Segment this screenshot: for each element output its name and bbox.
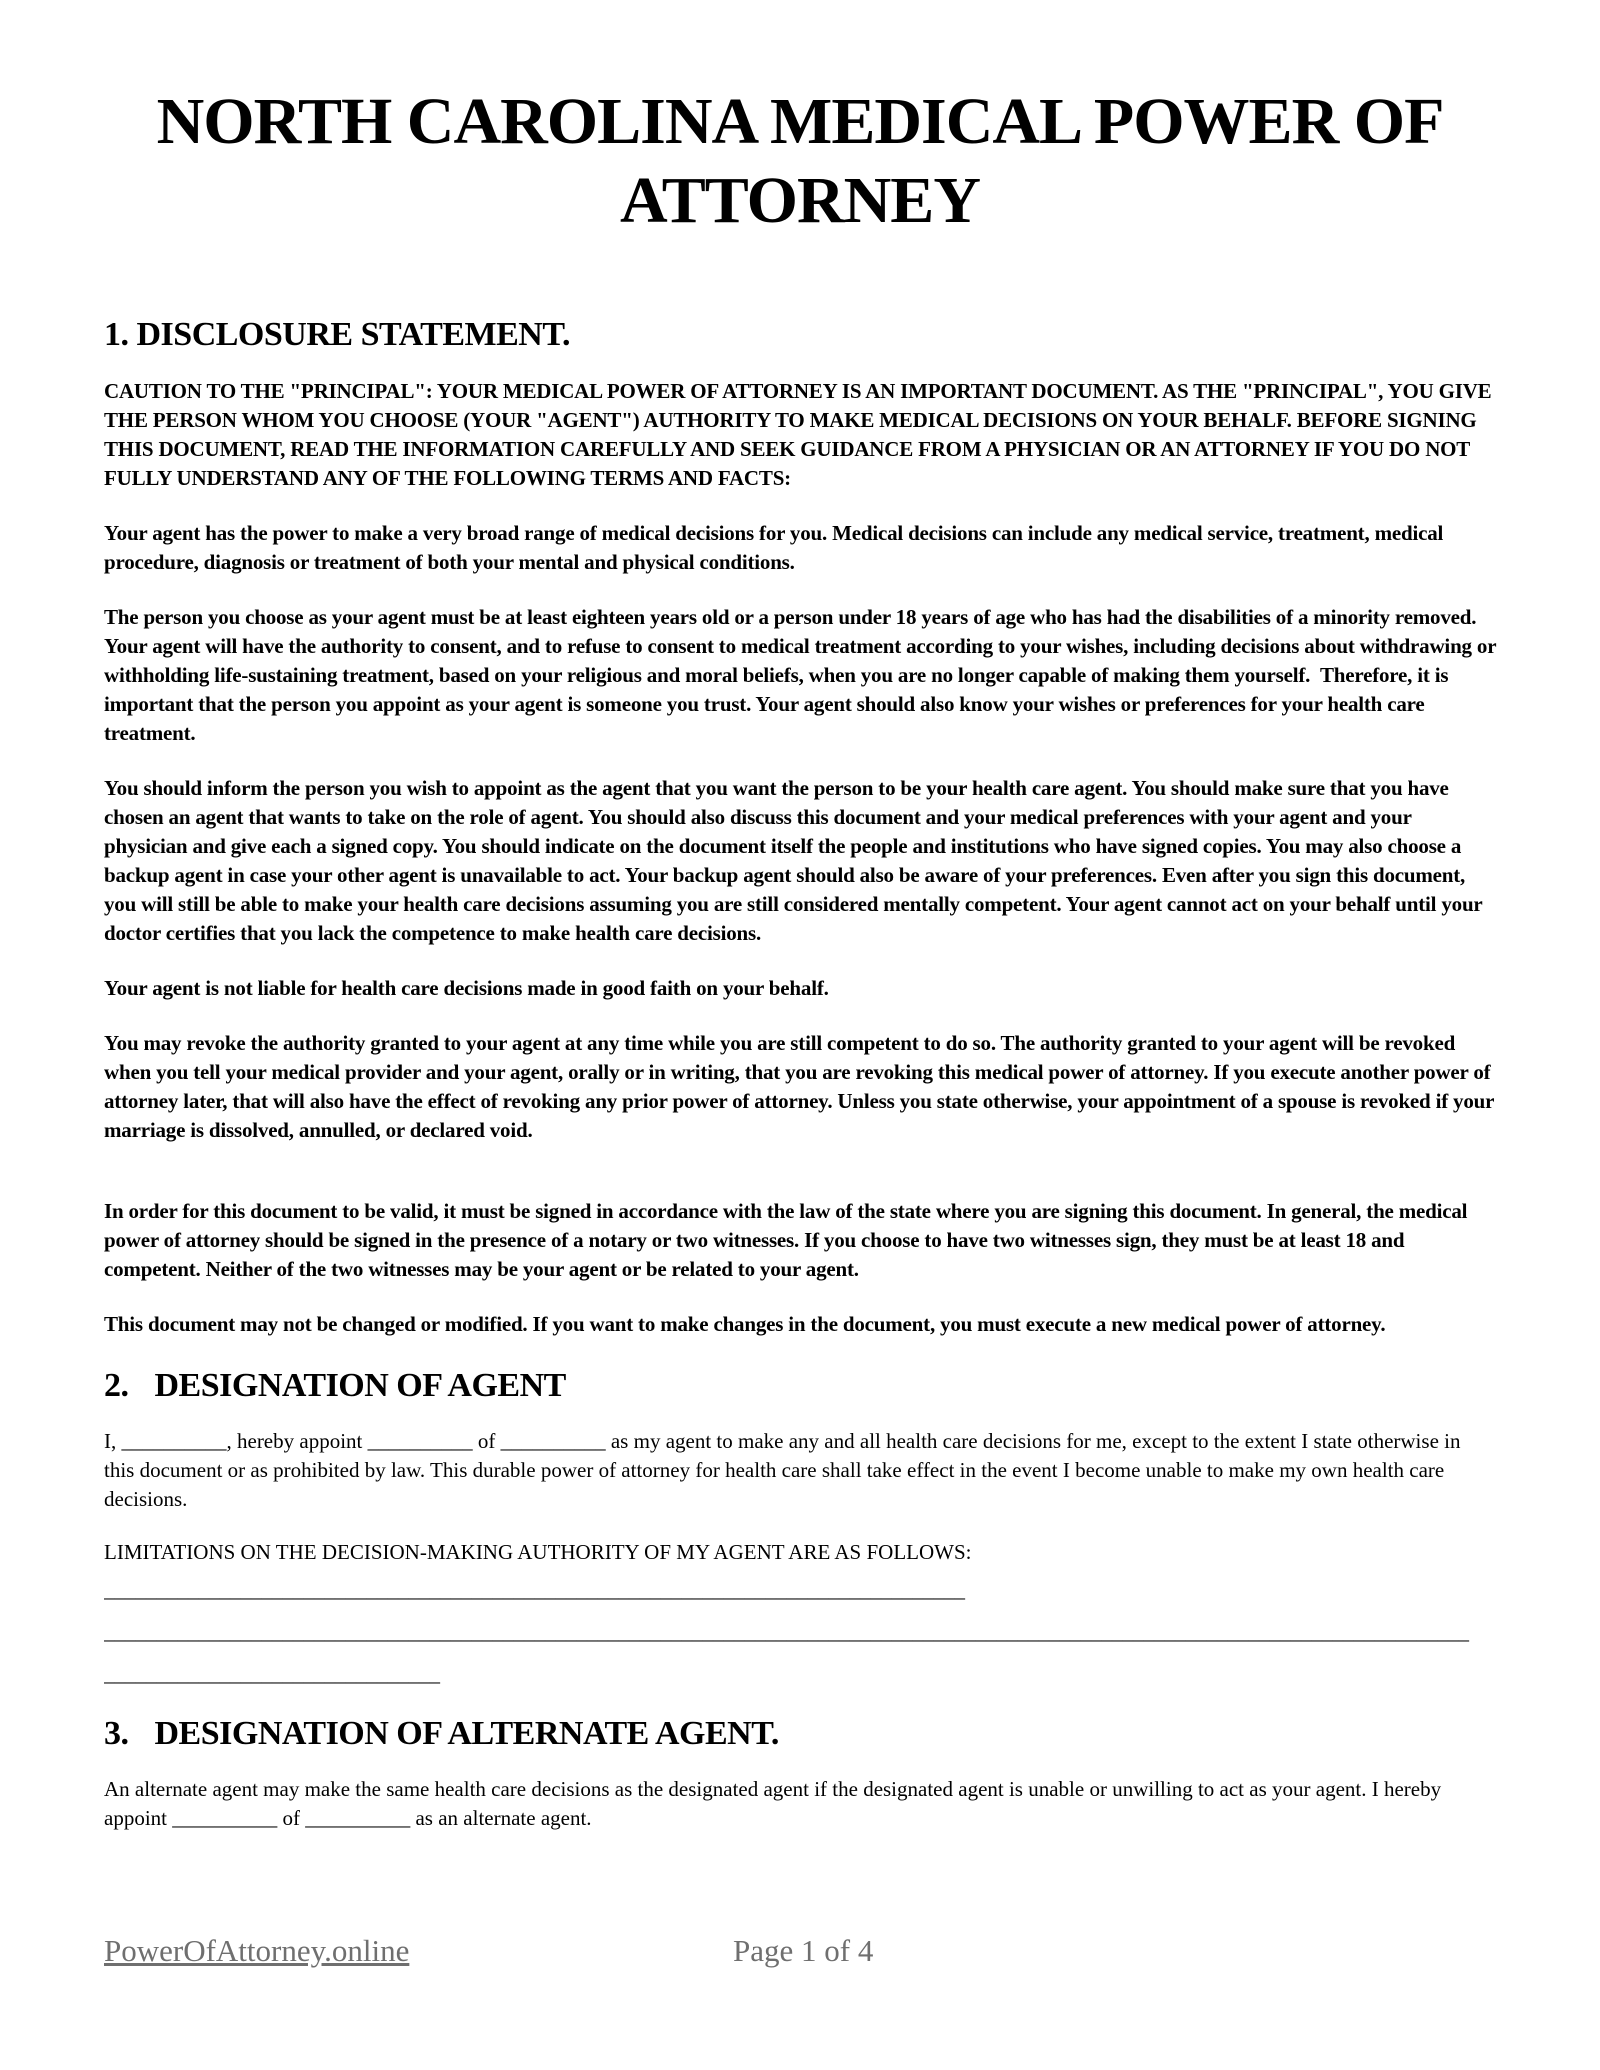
- section-2-heading: [104, 1365, 1496, 1407]
- disclosure-agent-power-paragraph: Your agent has the power to make a very broad range of medical decisions for you. Medical decisions can include any medical service, treatment, medical procedure, diagnosis or treatment of both your mental and physical conditions.: [104, 521, 1449, 575]
- section-2-title: DESIGNATION OF AGENT: [154, 1367, 566, 1405]
- disclosure-caution-paragraph: CAUTION TO THE "PRINCIPAL": YOUR MEDICAL POWER OF ATTORNEY IS AN IMPORTANT DOCUMENT. AS THE "PRINCIPAL", YOU GIVE THE PERSON WHOM YOU CHOOSE (YOUR "AGENT") AUTHORITY TO MAKE MEDICAL DECISIONS ON YOUR BEHALF. BEFORE SIGNING THIS DOCUMENT, READ THE INFORMATION CAREFULLY AND SEEK GUIDANCE FROM A PHYSICIAN OR AN ATTORNEY IF YOU DO NOT FULLY UNDERSTAND ANY OF THE FOLLOWING TERMS AND FACTS:: [104, 379, 1497, 491]
- page-indicator: Page 1 of 4: [733, 1933, 874, 1968]
- disclosure-liability-paragraph: Your agent is not liable for health care decisions made in good faith on your behalf.: [104, 976, 829, 1001]
- disclosure-validity-paragraph: In order for this document to be valid, it must be signed in accordance with the law of the state where you are signing this document. In general, the medical power of attorney should be signed in the presence of a notary or two witnesses. If you choose to have two witnesses sign, they must be at least 18 and competent. Neither of the two witnesses may be your agent or be related to your agent.: [104, 1199, 1473, 1282]
- disclosure-no-changes-paragraph: This document may not be changed or modified. If you want to make changes in the document, you must execute a new medical power of attorney.: [104, 1312, 1386, 1337]
- limitations-label: LIMITATIONS ON THE DECISION-MAKING AUTHORITY OF MY AGENT ARE AS FOLLOWS:: [104, 1540, 972, 1565]
- section-1-heading: 1. DISCLOSURE STATEMENT.: [104, 316, 570, 354]
- section-2-number: 2.: [104, 1367, 129, 1405]
- alternate-agent-paragraph: An alternate agent may make the same health care decisions as the designated agent if the designated agent is unable or unwilling to act as your agent. I hereby appoint __________ of __________ as an alternate agent.: [104, 1777, 1447, 1831]
- section-3-title: DESIGNATION OF ALTERNATE AGENT.: [154, 1715, 779, 1753]
- section-3-number: 3.: [104, 1715, 129, 1753]
- document-title: NORTH CAROLINA MEDICAL POWER OF ATTORNEY: [156, 85, 1444, 238]
- blank-line: __________________________________________________________________________________: [104, 1578, 965, 1603]
- disclosure-agent-eligibility-paragraph: The person you choose as your agent must be at least eighteen years old or a person under 18 years of age who has had the disabilities of a minority removed. Your agent will have the authority to consent, and to refuse to consent to medical treatment according to your wishes, including decisions about withdrawing or withholding life-sustaining treatment, based on your religious and moral beliefs, when you are no longer capable of making them yourself. Therefore, it is important that the person you appoint as your agent is someone you trust. Your agent should also know your wishes or preferences for your health care treatment.: [104, 605, 1501, 746]
- agent-designation-paragraph: I, __________, hereby appoint __________ of __________ as my agent to make any and all health care decisions for me, except to the extent I state otherwise in this document or as prohibited by law. This durable power of attorney for health care shall take effect in the event I become unable to make my own health care decisions.: [104, 1429, 1466, 1512]
- page-footer: [0, 1932, 1600, 1972]
- disclosure-inform-agent-paragraph: You should inform the person you wish to appoint as the agent that you want the person to be your health care agent. You should make sure that you have chosen an agent that wants to take on the role of agent. You should also discuss this document and your medical preferences with your agent and your physician and give each a signed copy. You should indicate on the document itself the people and institutions who have signed copies. You may also choose a backup agent in case your other agent is unavailable to act. Your backup agent should also be aware of your preferences. Even after you sign this document, you will still be able to make your health care decisions assuming you are still considered mentally competent. Your agent cannot act on your behalf until your doctor certifies that you lack the competence to make health care decisions.: [104, 776, 1488, 946]
- footer-site-link[interactable]: PowerOfAttorney.online: [104, 1933, 410, 1968]
- section-3-heading: [104, 1713, 1496, 1755]
- blank-line: __________________________________________________________________________________________________________________________________: [104, 1620, 1469, 1645]
- disclosure-revocation-paragraph: You may revoke the authority granted to your agent at any time while you are still competent to do so. The authority granted to your agent will be revoked when you tell your medical provider and your agent, orally or in writing, that you are revoking this medical power of attorney. If you execute another power of attorney later, that will also have the effect of revoking any prior power of attorney. Unless you state otherwise, your appointment of a spouse is revoked if your marriage is dissolved, annulled, or declared void.: [104, 1031, 1499, 1143]
- blank-line: ________________________________: [104, 1662, 440, 1687]
